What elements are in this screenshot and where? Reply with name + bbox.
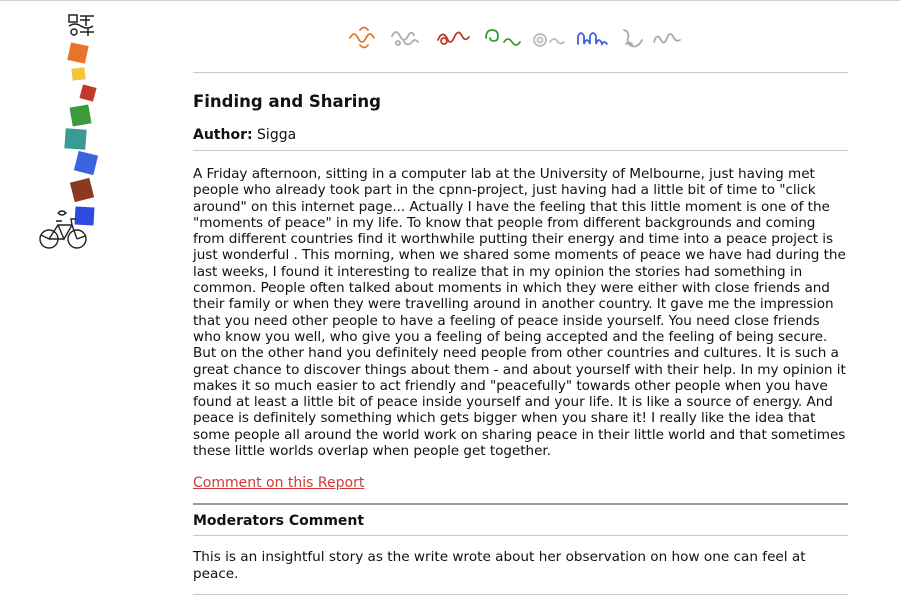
divider bbox=[193, 72, 848, 73]
color-square-teal bbox=[64, 128, 86, 149]
squiggle-banner bbox=[346, 18, 692, 54]
color-square-brown bbox=[70, 178, 94, 202]
author-name: Sigga bbox=[257, 127, 297, 143]
color-square-red bbox=[79, 84, 96, 101]
comment-on-report-link[interactable]: Comment on this Report bbox=[193, 475, 365, 492]
divider bbox=[193, 150, 848, 151]
hieroglyph-icon bbox=[66, 12, 100, 38]
author-label: Author: bbox=[193, 127, 253, 143]
color-square-yellow bbox=[71, 67, 85, 80]
color-square-green bbox=[69, 104, 91, 126]
color-square-orange bbox=[67, 42, 88, 63]
author-line bbox=[193, 127, 848, 143]
article-title: Finding and Sharing bbox=[193, 92, 381, 111]
moderators-comment-heading: Moderators Comment bbox=[193, 513, 365, 530]
divider bbox=[193, 503, 848, 505]
article bbox=[193, 72, 848, 595]
divider bbox=[193, 535, 848, 536]
moderators-comment-text: This is an insightful story as the write wrote about her observation on how one can feel at peace. bbox=[193, 549, 806, 582]
divider bbox=[193, 594, 848, 595]
story-body: A Friday afternoon, sitting in a computer lab at the University of Melbourne, just having met people who already took part in the cpnn-project, just having had a little bit of time to "click around" on this internet page... Actually I have the feeling that this little moment is one of the "moments of peace" in my life. To know that people from different backgrounds and coming from different countries find it worthwhile putting their energy and time into a peace project is just wonderful . This morning, when we shared some moments of peace we have had during the last weeks, I found it interesting to realize that in my opinion the stories had something in common. People often talked about moments in which they were either with close friends and their family or when they were travelling around in another country. It gave me the impression that you need other people to have a feeling of peace inside yourself. You need close friends who know you well, who give you a feeling of being accepted and the feeling of being secure. But on the other hand you definitely need people from other countries and cultures. It is such a great chance to discover things about them - and about yourself with their help. In my opinion it makes it so much easier to act friendly and "peacefully" towards other people when you have found at least a little bit of peace inside yourself and your life. It is like a source of energy. And peace is definitely something which gets bigger when you share it! I really like the idea that some people all around the world work on sharing peace in their little world and that sometimes these little worlds overlap when people get together. bbox=[193, 166, 846, 460]
top-border bbox=[0, 0, 900, 1]
bicycle-icon bbox=[38, 207, 88, 251]
color-square-blue bbox=[74, 151, 98, 175]
